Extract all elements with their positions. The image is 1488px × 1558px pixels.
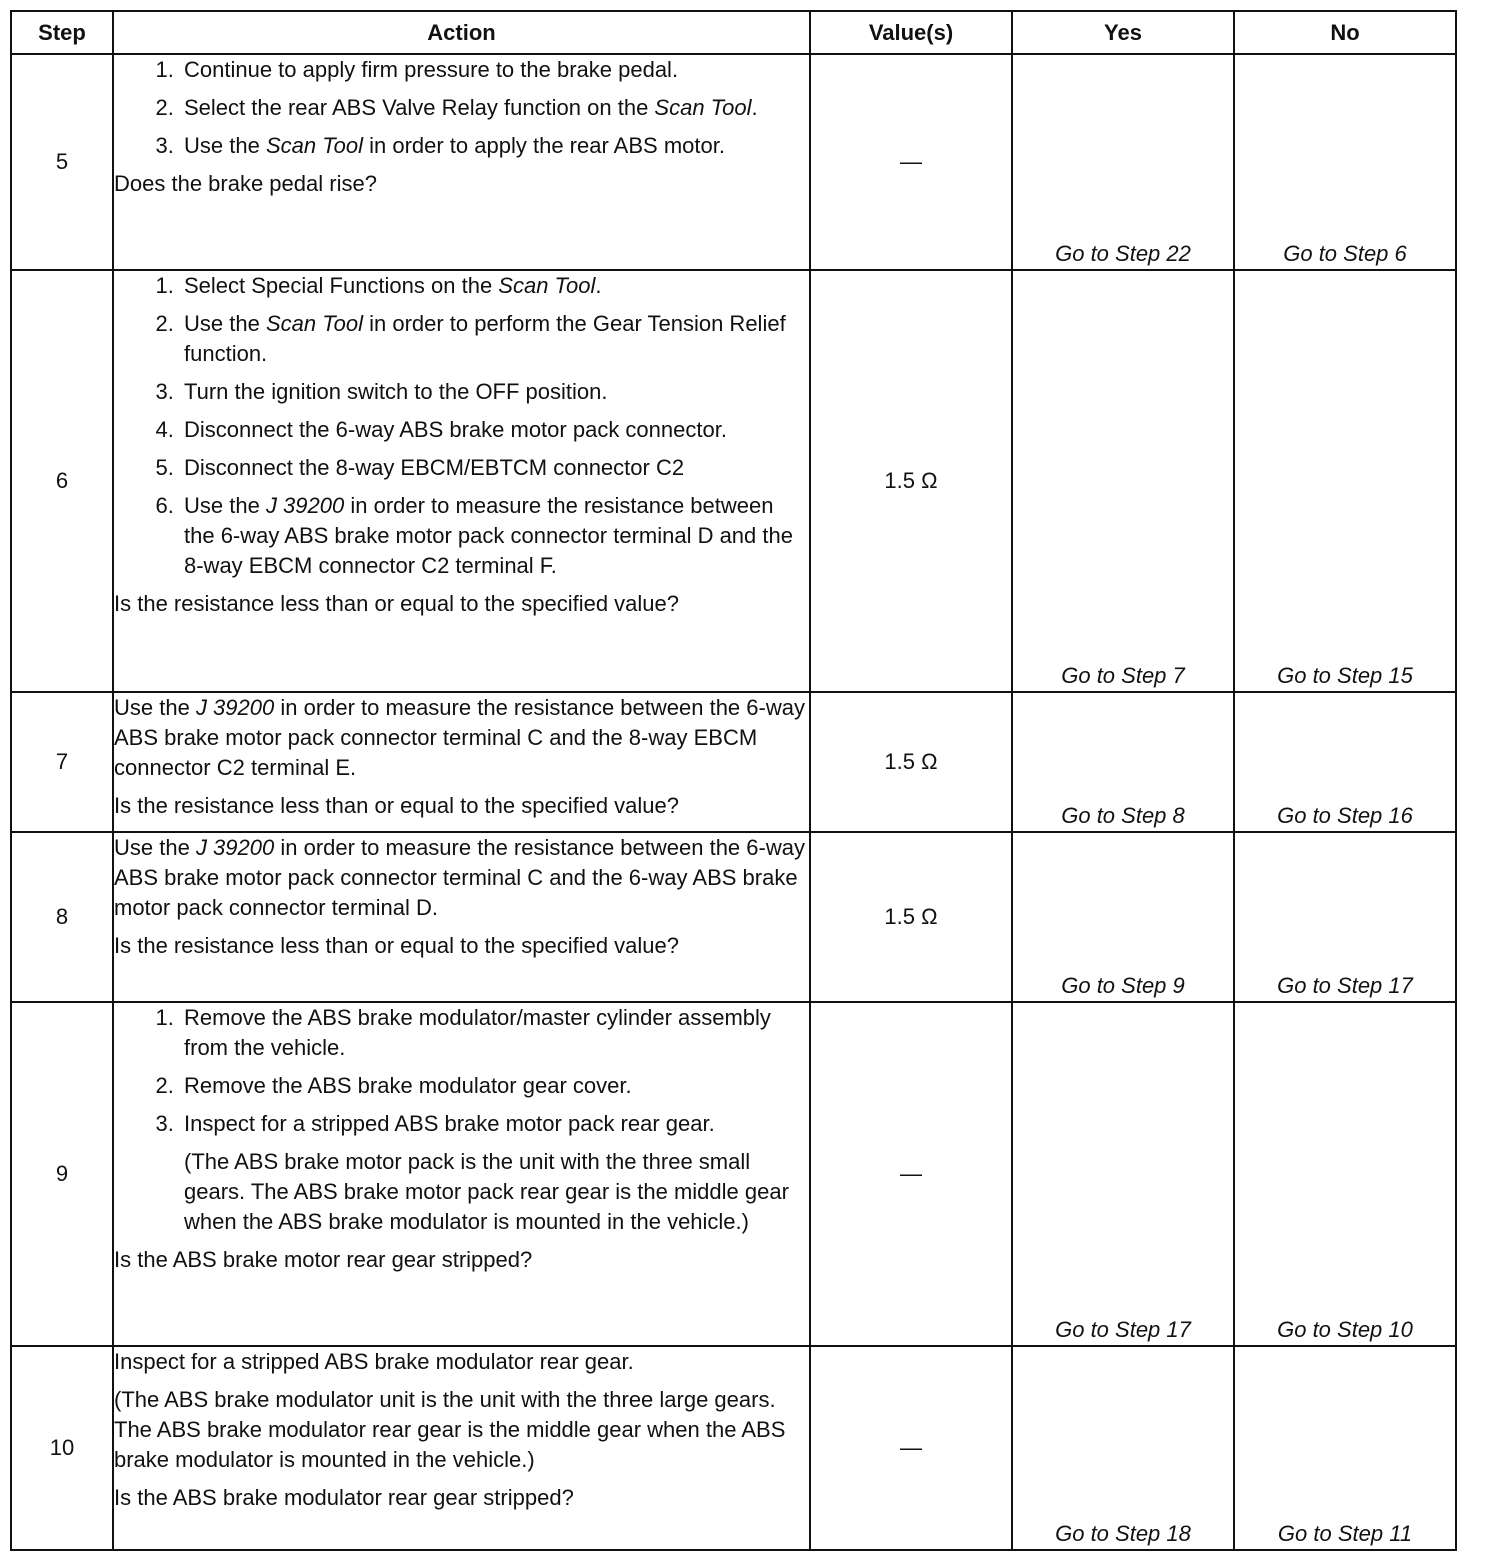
no-link[interactable]: Go to Step 10	[1234, 1002, 1456, 1346]
step-number: 6	[11, 270, 113, 692]
action-item: 5. Disconnect the 8-way EBCM/EBTCM connector C2	[180, 453, 809, 483]
action-item: 2. Select the rear ABS Valve Relay function on the Scan Tool.	[180, 93, 809, 123]
action-list	[114, 271, 809, 581]
value-cell: —	[810, 1002, 1012, 1346]
action-item: 2. Remove the ABS brake modulator gear cover.	[180, 1071, 809, 1101]
yes-link[interactable]: Go to Step 9	[1012, 832, 1234, 1002]
action-cell	[113, 692, 810, 832]
action-item: 1. Select Special Functions on the Scan Tool.	[180, 271, 809, 301]
action-item: 2. Use the Scan Tool in order to perform the Gear Tension Relief function.	[180, 309, 809, 369]
action-note: (The ABS brake modulator unit is the unit with the three large gears. The ABS brake modulator rear gear is the middle gear when the ABS brake modulator is mounted in the vehicle.)	[114, 1387, 786, 1472]
action-question: Is the resistance less than or equal to the specified value?	[114, 591, 680, 616]
yes-link[interactable]: Go to Step 22	[1012, 54, 1234, 270]
yes-link[interactable]: Go to Step 18	[1012, 1346, 1234, 1550]
action-item: 1. Continue to apply firm pressure to the brake pedal.	[180, 55, 809, 85]
action-text: Use the J 39200 in order to measure the resistance between the 6-way ABS brake motor pack connector terminal C and the 6-way ABS brake motor pack connector terminal D.	[114, 835, 805, 920]
action-question: Is the ABS brake modulator rear gear stripped?	[114, 1485, 574, 1510]
table-row	[11, 832, 1456, 1002]
yes-link[interactable]: Go to Step 8	[1012, 692, 1234, 832]
no-link[interactable]: Go to Step 15	[1234, 270, 1456, 692]
header-values: Value(s)	[810, 11, 1012, 54]
step-number: 8	[11, 832, 113, 1002]
no-link[interactable]: Go to Step 11	[1234, 1346, 1456, 1550]
header-yes: Yes	[1012, 11, 1234, 54]
value-cell: 1.5 Ω	[810, 270, 1012, 692]
action-item: 6. Use the J 39200 in order to measure the resistance between the 6-way ABS brake motor pack connector terminal D and the 8-way EBCM connector C2 terminal F.	[180, 491, 809, 581]
step-number: 5	[11, 54, 113, 270]
action-cell	[113, 1346, 810, 1550]
header-row	[11, 11, 1456, 54]
action-cell	[113, 54, 810, 270]
action-cell	[113, 1002, 810, 1346]
action-list	[114, 1003, 809, 1139]
action-cell	[113, 832, 810, 1002]
table-row	[11, 692, 1456, 832]
action-cell	[113, 270, 810, 692]
yes-link[interactable]: Go to Step 17	[1012, 1002, 1234, 1346]
table-row	[11, 54, 1456, 270]
action-item: 3. Use the Scan Tool in order to apply the rear ABS motor.	[180, 131, 809, 161]
header-action: Action	[113, 11, 810, 54]
action-question: Is the resistance less than or equal to the specified value?	[114, 793, 680, 818]
yes-link[interactable]: Go to Step 7	[1012, 270, 1234, 692]
value-cell: —	[810, 54, 1012, 270]
action-question: Is the resistance less than or equal to the specified value?	[114, 933, 680, 958]
action-list	[114, 55, 809, 161]
step-number: 7	[11, 692, 113, 832]
table-row	[11, 1002, 1456, 1346]
diagnostic-table	[10, 10, 1457, 1551]
action-item: 4. Disconnect the 6-way ABS brake motor pack connector.	[180, 415, 809, 445]
action-note: (The ABS brake motor pack is the unit with the three small gears. The ABS brake motor pack rear gear is the middle gear when the ABS brake modulator is mounted in the vehicle.)	[184, 1149, 789, 1234]
action-question: Does the brake pedal rise?	[114, 171, 377, 196]
value-cell: 1.5 Ω	[810, 832, 1012, 1002]
action-item: 1. Remove the ABS brake modulator/master cylinder assembly from the vehicle.	[180, 1003, 809, 1063]
header-no: No	[1234, 11, 1456, 54]
step-number: 10	[11, 1346, 113, 1550]
value-cell: —	[810, 1346, 1012, 1550]
header-step: Step	[11, 11, 113, 54]
table-row	[11, 270, 1456, 692]
no-link[interactable]: Go to Step 6	[1234, 54, 1456, 270]
no-link[interactable]: Go to Step 16	[1234, 692, 1456, 832]
action-item: 3. Inspect for a stripped ABS brake motor pack rear gear.	[180, 1109, 809, 1139]
value-cell: 1.5 Ω	[810, 692, 1012, 832]
no-link[interactable]: Go to Step 17	[1234, 832, 1456, 1002]
step-number: 9	[11, 1002, 113, 1346]
action-text: Inspect for a stripped ABS brake modulator rear gear.	[114, 1349, 634, 1374]
action-text: Use the J 39200 in order to measure the resistance between the 6-way ABS brake motor pack connector terminal C and the 8-way EBCM connector C2 terminal E.	[114, 695, 805, 780]
action-item: 3. Turn the ignition switch to the OFF position.	[180, 377, 809, 407]
table-row	[11, 1346, 1456, 1550]
action-question: Is the ABS brake motor rear gear stripped?	[114, 1247, 533, 1272]
